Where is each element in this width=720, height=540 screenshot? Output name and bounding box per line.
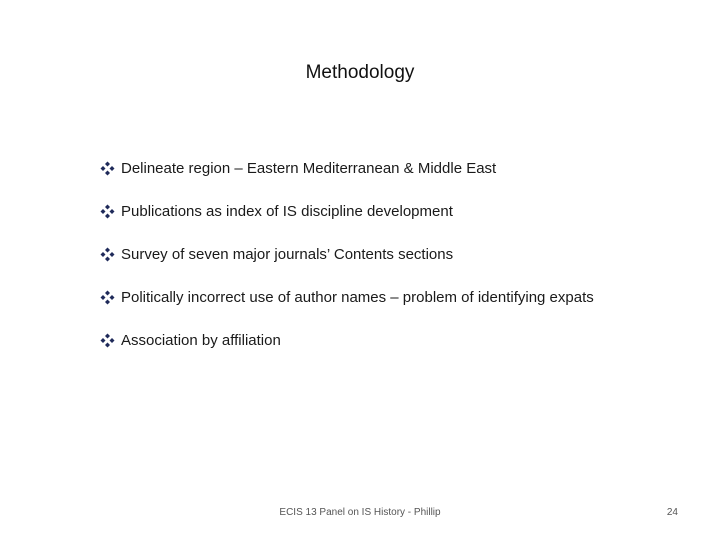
bullet-text: Delineate region – Eastern Mediterranean & Middle East (121, 159, 497, 177)
page-number: 24 (666, 507, 678, 518)
list-item (100, 243, 700, 265)
bullet-text: Publications as index of IS discipline development (121, 202, 453, 220)
diamond-bullet-icon (100, 204, 115, 219)
list-item (100, 157, 700, 179)
bullet-list (100, 157, 700, 372)
list-item (100, 200, 700, 222)
list-item (100, 286, 700, 308)
diamond-bullet-icon (100, 290, 115, 305)
bullet-text: Association by affiliation (121, 331, 281, 349)
footer-text: ECIS 13 Panel on IS History - Phillip (279, 507, 441, 518)
diamond-bullet-icon (100, 247, 115, 262)
diamond-bullet-icon (100, 333, 115, 348)
slide-title: Methodology (305, 62, 415, 83)
diamond-bullet-icon (100, 161, 115, 176)
bullet-text: Survey of seven major journals’ Contents sections (121, 245, 454, 263)
bullet-text: Politically incorrect use of author names – problem of identifying expats (121, 288, 594, 306)
list-item (100, 329, 700, 351)
